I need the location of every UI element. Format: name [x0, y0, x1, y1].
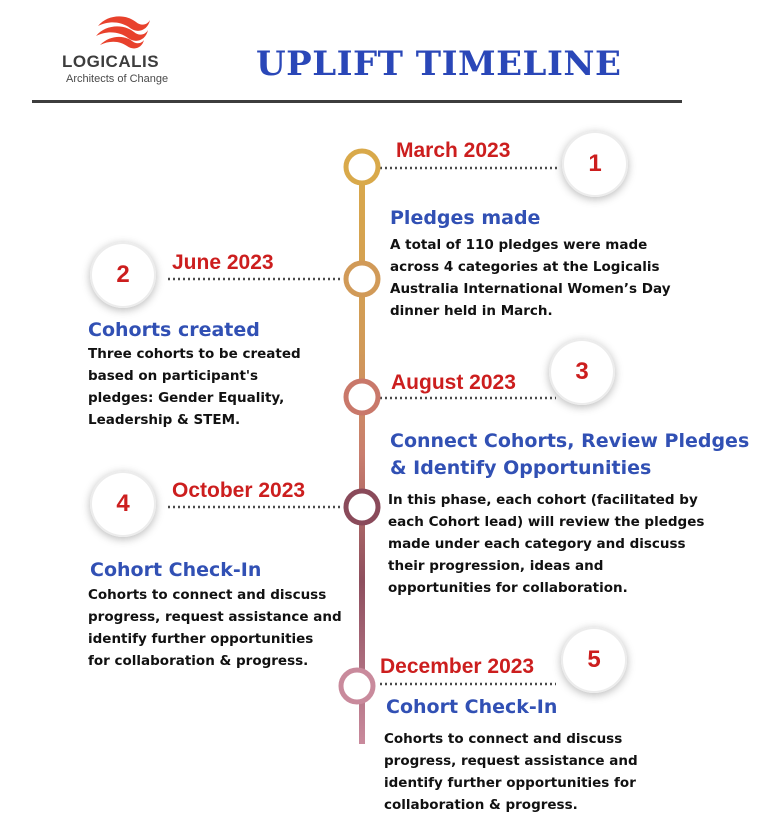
brand-name: LOGICALIS [62, 52, 160, 71]
description-line: A total of 110 pledges were made [390, 237, 648, 253]
milestone-number-badge: 4 [90, 471, 156, 537]
milestone-number-badge: 2 [90, 242, 156, 308]
milestone-description [390, 234, 671, 322]
description-line: Cohorts to connect and discuss [88, 587, 327, 603]
milestone-number-badge: 5 [561, 627, 627, 693]
page-title: UPLIFT TIMELINE [256, 44, 622, 84]
milestone-date: October 2023 [172, 479, 306, 502]
milestone-description [88, 343, 301, 431]
description-line: identify further opportunities for [384, 775, 636, 791]
timeline-node-2 [346, 263, 378, 295]
description-line: Three cohorts to be created [88, 346, 301, 362]
milestone-date: August 2023 [391, 371, 516, 394]
milestone-heading: Cohorts created [88, 319, 260, 341]
milestone-number-badge: 1 [562, 131, 628, 197]
description-line: In this phase, each cohort (facilitated by [388, 492, 698, 508]
description-line: identify further opportunities [88, 631, 314, 647]
milestone-description [388, 489, 704, 599]
milestone-date: March 2023 [396, 139, 511, 162]
milestone-heading: Pledges made [390, 207, 541, 229]
milestone-heading: Cohort Check-In [90, 559, 262, 581]
description-line: made under each category and discuss [388, 536, 686, 552]
timeline-node-5 [341, 670, 373, 702]
brand-tagline: Architects of Change [66, 73, 169, 85]
description-line: opportunities for collaboration. [388, 580, 628, 596]
description-line: Leadership & STEM. [88, 412, 241, 428]
description-line: pledges: Gender Equality, [88, 390, 285, 406]
timeline-spine [359, 164, 365, 744]
milestone-description [384, 728, 638, 816]
description-line: each Cohort lead) will review the pledges [388, 514, 705, 530]
description-line: Cohorts to connect and discuss [384, 731, 623, 747]
milestone-heading: Cohort Check-In [386, 696, 558, 718]
milestone-description [88, 584, 342, 672]
description-line: collaboration & progress. [384, 797, 578, 813]
milestone-heading [390, 428, 749, 482]
heading-line: & Identify Opportunities [390, 457, 652, 479]
description-line: their progression, ideas and [388, 558, 604, 574]
timeline-node-4 [346, 491, 378, 523]
description-line: Australia International Women’s Day [390, 281, 671, 297]
milestone-number-badge: 3 [549, 339, 615, 405]
description-line: for collaboration & progress. [88, 653, 309, 669]
description-line: across 4 categories at the Logicalis [390, 259, 660, 275]
milestone-date: June 2023 [172, 251, 274, 274]
timeline-node-3 [346, 381, 378, 413]
timeline-node-1 [346, 151, 378, 183]
description-line: based on participant's [88, 368, 259, 384]
description-line: progress, request assistance and [88, 609, 342, 625]
description-line: dinner held in March. [390, 303, 553, 319]
milestone-date: December 2023 [380, 655, 535, 678]
heading-line: Connect Cohorts, Review Pledges [390, 430, 750, 452]
description-line: progress, request assistance and [384, 753, 638, 769]
